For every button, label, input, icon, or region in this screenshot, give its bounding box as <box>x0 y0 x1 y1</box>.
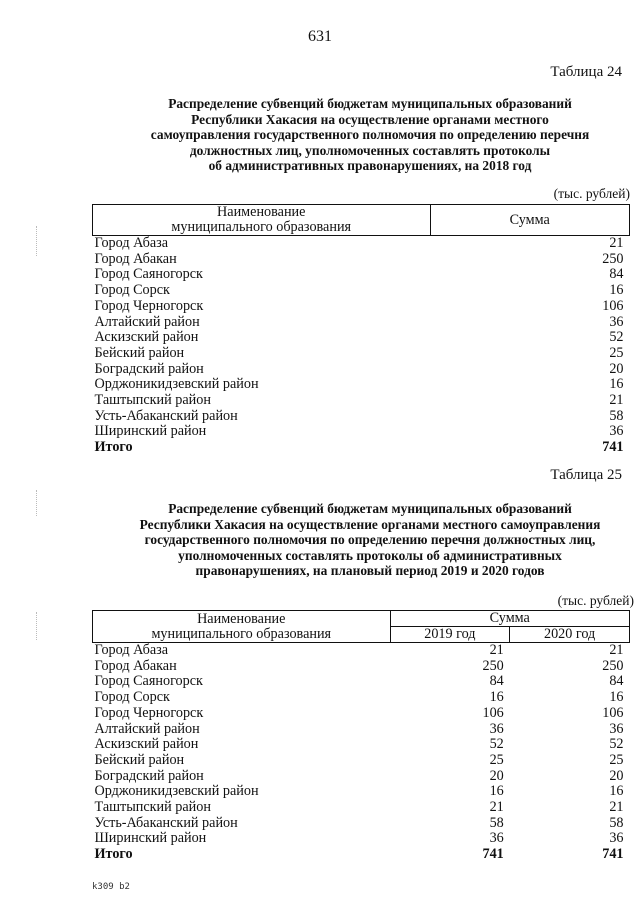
table-row <box>93 283 630 299</box>
row-2019: 16 <box>489 783 504 800</box>
table-row <box>93 674 630 690</box>
table-row <box>93 252 630 268</box>
row-2019: 84 <box>489 673 504 690</box>
row-name: Город Абакан <box>94 657 177 674</box>
table-row <box>93 737 630 753</box>
row-2019: 52 <box>489 736 504 753</box>
table25-title <box>110 501 630 579</box>
row-name: Аскизский район <box>94 736 199 753</box>
row-name: Аскизский район <box>94 329 199 346</box>
row-name: Город Саяногорск <box>94 266 203 283</box>
row-2020: 16 <box>609 783 624 800</box>
header-name-line: Наименование <box>197 610 286 627</box>
row-sum: 36 <box>609 423 624 440</box>
title-line: Распределение субвенций бюджетам муниципальных образований <box>168 501 572 516</box>
table-row <box>93 753 630 769</box>
title-line: государственного полномочия по определению перечня должностных лиц, <box>144 532 596 548</box>
table-row <box>93 236 630 252</box>
table-row <box>93 659 630 675</box>
row-2020: 52 <box>609 736 624 753</box>
table-row <box>93 643 630 659</box>
table-header-row <box>93 205 630 236</box>
row-name: Город Черногорск <box>94 704 204 721</box>
row-sum: 21 <box>609 392 624 409</box>
table-row <box>93 690 630 706</box>
row-name: Ширинский район <box>94 830 207 847</box>
row-name: Усть-Абаканский район <box>94 814 238 831</box>
total-row <box>93 847 630 863</box>
row-2020: 36 <box>609 830 624 847</box>
row-sum: 84 <box>609 266 624 283</box>
table-row <box>93 816 630 832</box>
row-sum: 16 <box>609 282 624 299</box>
table25-units: (тыс. рублей) <box>557 593 634 608</box>
row-sum: 58 <box>609 407 624 424</box>
row-name: Алтайский район <box>94 313 200 330</box>
row-sum: 106 <box>602 297 624 314</box>
header-name-line: муниципального образования <box>171 219 352 235</box>
margin-mark <box>36 226 37 256</box>
row-2020: 58 <box>609 814 624 831</box>
row-2020: 21 <box>609 799 624 816</box>
table-row <box>93 393 630 409</box>
row-2019: 36 <box>489 720 504 737</box>
row-2019: 36 <box>489 830 504 847</box>
total-label: Итого <box>94 439 133 456</box>
row-sum: 21 <box>609 235 624 251</box>
row-2020: 16 <box>609 689 624 706</box>
table-row <box>93 769 630 785</box>
row-2020: 36 <box>609 720 624 737</box>
table-row <box>93 784 630 800</box>
title-line: Республики Хакасия на осуществление органами местного <box>191 111 549 127</box>
row-name: Город Сорск <box>94 282 170 299</box>
title-line: Распределение субвенций бюджетам муниципальных образований <box>168 96 572 111</box>
row-name: Таштыпский район <box>94 392 211 409</box>
row-name: Бейский район <box>94 344 185 361</box>
table24 <box>92 204 630 456</box>
row-2020: 106 <box>602 704 624 721</box>
row-sum: 52 <box>609 329 624 346</box>
title-line: уполномоченных составлять протоколы об административных <box>178 547 562 563</box>
margin-mark <box>36 612 37 640</box>
row-2019: 20 <box>489 767 504 784</box>
header-name-cell <box>93 205 431 236</box>
header-sum-cell: Сумма <box>390 611 629 627</box>
total-2019: 741 <box>482 846 504 863</box>
row-name: Орджоникидзевский район <box>94 376 259 393</box>
title-line: должностных лиц, уполномоченных составлять протоколы <box>189 142 551 158</box>
row-2019: 21 <box>489 642 504 658</box>
header-name-line: муниципального образования <box>151 625 332 642</box>
table-row <box>93 409 630 425</box>
row-sum: 16 <box>609 376 624 393</box>
row-name: Город Абакан <box>94 250 177 267</box>
table24-units: (тыс. рублей) <box>553 186 630 201</box>
table-row <box>93 299 630 315</box>
table-row <box>93 424 630 440</box>
row-2020: 250 <box>602 657 624 674</box>
table25-body <box>93 643 630 863</box>
row-name: Боградский район <box>94 767 204 784</box>
title-line: самоуправления государственного полномочия по определению перечня <box>150 127 590 143</box>
row-2019: 16 <box>489 689 504 706</box>
header-name-cell <box>93 611 391 643</box>
table-row <box>93 722 630 738</box>
table-row <box>93 267 630 283</box>
total-row <box>93 440 630 456</box>
table25-label: Таблица 25 <box>550 467 622 483</box>
row-name: Усть-Абаканский район <box>94 407 238 424</box>
row-name: Боградский район <box>94 360 204 377</box>
row-2019: 106 <box>482 704 504 721</box>
row-name: Город Абаза <box>94 235 169 251</box>
table-row <box>93 315 630 331</box>
row-2019: 250 <box>482 657 504 674</box>
header-sum-cell: Сумма <box>430 205 630 236</box>
table-row <box>93 330 630 346</box>
table-header-row <box>93 611 630 627</box>
row-name: Алтайский район <box>94 720 200 737</box>
row-sum: 25 <box>609 344 624 361</box>
row-name: Город Сорск <box>94 689 170 706</box>
table-row <box>93 800 630 816</box>
header-year-2020: 2020 год <box>510 627 630 643</box>
row-2020: 21 <box>609 642 624 658</box>
title-line: об административных правонарушениях, на 2018 год <box>208 158 532 174</box>
title-line: правонарушениях, на плановый период 2019 и 2020 годов <box>195 563 545 579</box>
table-row <box>93 706 630 722</box>
row-name: Город Черногорск <box>94 297 204 314</box>
row-2019: 21 <box>489 799 504 816</box>
row-name: Город Саяногорск <box>94 673 203 690</box>
table-row <box>93 362 630 378</box>
page-number: 631 <box>308 28 332 45</box>
table24-label: Таблица 24 <box>550 64 622 80</box>
total-sum: 741 <box>602 439 624 456</box>
row-name: Бейский район <box>94 751 185 768</box>
total-2020: 741 <box>602 846 624 863</box>
margin-mark <box>36 490 37 516</box>
title-line: Республики Хакасия на осуществление органами местного самоуправления <box>139 516 601 532</box>
footer-code: k309 b2 <box>92 882 130 892</box>
table25 <box>92 610 630 863</box>
row-sum: 36 <box>609 313 624 330</box>
table-row <box>93 831 630 847</box>
row-2020: 25 <box>609 751 624 768</box>
row-sum: 250 <box>602 250 624 267</box>
row-2020: 20 <box>609 767 624 784</box>
row-sum: 20 <box>609 360 624 377</box>
table-row <box>93 346 630 362</box>
row-name: Таштыпский район <box>94 799 211 816</box>
table-row <box>93 377 630 393</box>
row-name: Ширинский район <box>94 423 207 440</box>
row-name: Город Абаза <box>94 642 169 658</box>
table24-title <box>110 96 630 174</box>
row-2019: 58 <box>489 814 504 831</box>
row-name: Орджоникидзевский район <box>94 783 259 800</box>
header-name-line: Наименование <box>217 204 306 220</box>
row-2020: 84 <box>609 673 624 690</box>
header-year-2019: 2019 год <box>390 627 510 643</box>
table24-body <box>93 236 630 456</box>
total-label: Итого <box>94 846 133 863</box>
row-2019: 25 <box>489 751 504 768</box>
